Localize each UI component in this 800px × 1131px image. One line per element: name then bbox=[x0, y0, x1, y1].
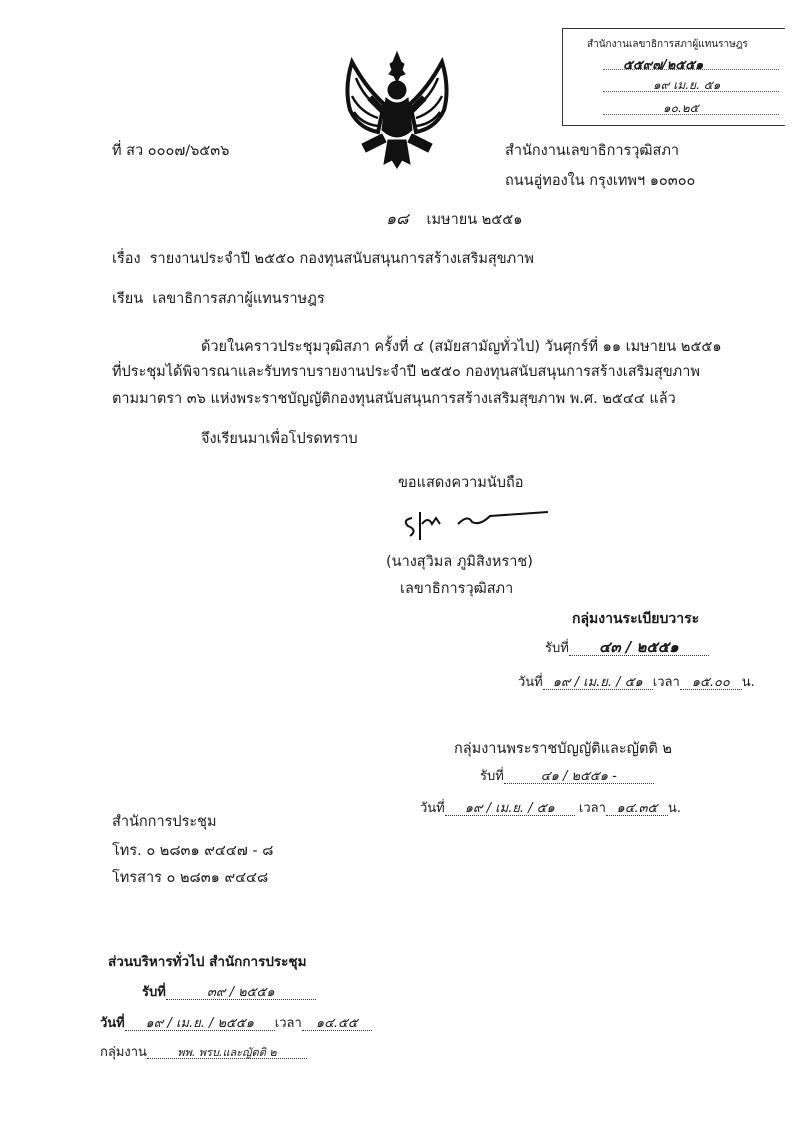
stamp-time: ๑๐.๒๕ bbox=[663, 101, 699, 115]
subject-label: เรื่อง bbox=[112, 251, 141, 267]
law-received-label: รับที่ bbox=[480, 769, 504, 784]
recipient-label: เรียน bbox=[112, 291, 144, 307]
closing-request: จึงเรียนมาเพื่อโปรดทราบ bbox=[201, 431, 358, 447]
recipient-text: เลขาธิการสภาผู้แทนราษฎร bbox=[152, 291, 325, 307]
body-line-1: ด้วยในคราวประชุมวุฒิสภา ครั้งที่ ๔ (สมัยสามัญทั่วไป) วันศุกร์ที่ ๑๑ เมษายน ๒๕๕๑ bbox=[201, 339, 722, 355]
sender-office: สำนักงานเลขาธิการวุฒิสภา bbox=[505, 143, 680, 159]
law-received bbox=[480, 770, 654, 784]
law-time-suffix: น. bbox=[667, 801, 681, 816]
registry-received bbox=[545, 640, 709, 656]
admin-time-label: เวลา bbox=[274, 1016, 302, 1031]
received-stamp bbox=[562, 28, 785, 126]
registry-datetime bbox=[518, 676, 755, 690]
contact-fax: โทรสาร ๐ ๒๘๓๑ ๙๔๔๘ bbox=[112, 870, 269, 886]
contact-unit: สำนักการประชุม bbox=[112, 814, 217, 830]
admin-received-label: รับที่ bbox=[142, 985, 166, 1000]
law-date-label: วันที่ bbox=[420, 801, 445, 816]
admin-received bbox=[142, 986, 316, 1000]
signature-image bbox=[398, 500, 578, 544]
admin-date-value: ๑๙ / เม.ย. / ๒๕๕๑ bbox=[125, 1017, 275, 1031]
admin-group bbox=[100, 1046, 307, 1059]
law-received-value: ๔๑ / ๒๕๕๑ - bbox=[504, 770, 654, 784]
date-month-year: เมษายน ๒๕๕๑ bbox=[426, 212, 523, 228]
admin-received-value: ๓๙ / ๒๕๕๑ bbox=[166, 986, 316, 1000]
sender-address: ถนนอู่ทองใน กรุงเทพฯ ๑๐๓๐๐ bbox=[505, 173, 696, 189]
registry-received-value: ๔๓ / ๒๕๕๑ bbox=[569, 640, 709, 656]
admin-group-value: พพ. พรบ.และญัตติ ๒ bbox=[147, 1047, 307, 1059]
stamp-office: สำนักงานเลขาธิการสภาผู้แทนราษฎร bbox=[587, 39, 748, 50]
admin-date-label: วันที่ bbox=[100, 1016, 125, 1031]
signer-position: เลขาธิการวุฒิสภา bbox=[400, 581, 514, 597]
admin-stamp-title: ส่วนบริหารทั่วไป สำนักการประชุม bbox=[108, 954, 307, 970]
letter-date bbox=[386, 211, 522, 228]
subject bbox=[112, 252, 534, 267]
admin-group-label: กลุ่มงาน bbox=[100, 1045, 147, 1060]
registry-time-value: ๑๕.๐๐ bbox=[680, 676, 742, 690]
document-number: ที่ สว ๐๐๐๗/๖๕๓๖ bbox=[112, 143, 230, 159]
registry-date-label: วันที่ bbox=[518, 675, 543, 690]
stamp-date: ๑๙ เม.ย. ๕๑ bbox=[653, 78, 721, 92]
law-stamp-title: กลุ่มงานพระราชบัญญัติและญัตติ ๒ bbox=[454, 741, 672, 757]
law-time-label: เวลา bbox=[578, 801, 606, 816]
signer-name: (นางสุวิมล ภูมิสิงหราช) bbox=[386, 554, 533, 570]
body-line-2: ที่ประชุมได้พิจารณาและรับทราบรายงานประจำปี ๒๕๕๐ กองทุนสนับสนุนการสร้างเสริมสุขภาพ bbox=[112, 364, 700, 380]
contact-phone: โทร. ๐ ๒๘๓๑ ๙๔๔๗ - ๘ bbox=[112, 843, 274, 859]
registry-received-label: รับที่ bbox=[545, 641, 569, 656]
law-datetime bbox=[420, 802, 681, 816]
admin-datetime bbox=[100, 1017, 372, 1031]
law-date-value: ๑๙ / เม.ย. / ๕๑ bbox=[445, 802, 575, 816]
date-day: ๑๘ bbox=[386, 209, 409, 228]
registry-time-suffix: น. bbox=[741, 675, 755, 690]
law-time-value: ๑๔.๓๕ bbox=[606, 802, 668, 816]
registry-time-label: เวลา bbox=[652, 675, 680, 690]
registry-stamp-title: กลุ่มงานระเบียบวาระ bbox=[572, 611, 700, 627]
subject-text: รายงานประจำปี ๒๕๕๐ กองทุนสนับสนุนการสร้างเสริมสุขภาพ bbox=[149, 251, 534, 267]
recipient bbox=[112, 292, 325, 307]
garuda-emblem-icon bbox=[338, 48, 456, 170]
closing-greeting: ขอแสดงความนับถือ bbox=[398, 475, 524, 491]
stamp-number: ๕๕๙๗/๒๕๕๑ bbox=[623, 58, 704, 73]
body-line-3: ตามมาตรา ๓๖ แห่งพระราชบัญญัติกองทุนสนับสนุนการสร้างเสริมสุขภาพ พ.ศ. ๒๕๔๔ แล้ว bbox=[112, 391, 676, 407]
admin-time-value: ๑๔.๕๕ bbox=[302, 1017, 372, 1031]
registry-date-value: ๑๙ / เม.ย. / ๕๑ bbox=[543, 676, 653, 690]
